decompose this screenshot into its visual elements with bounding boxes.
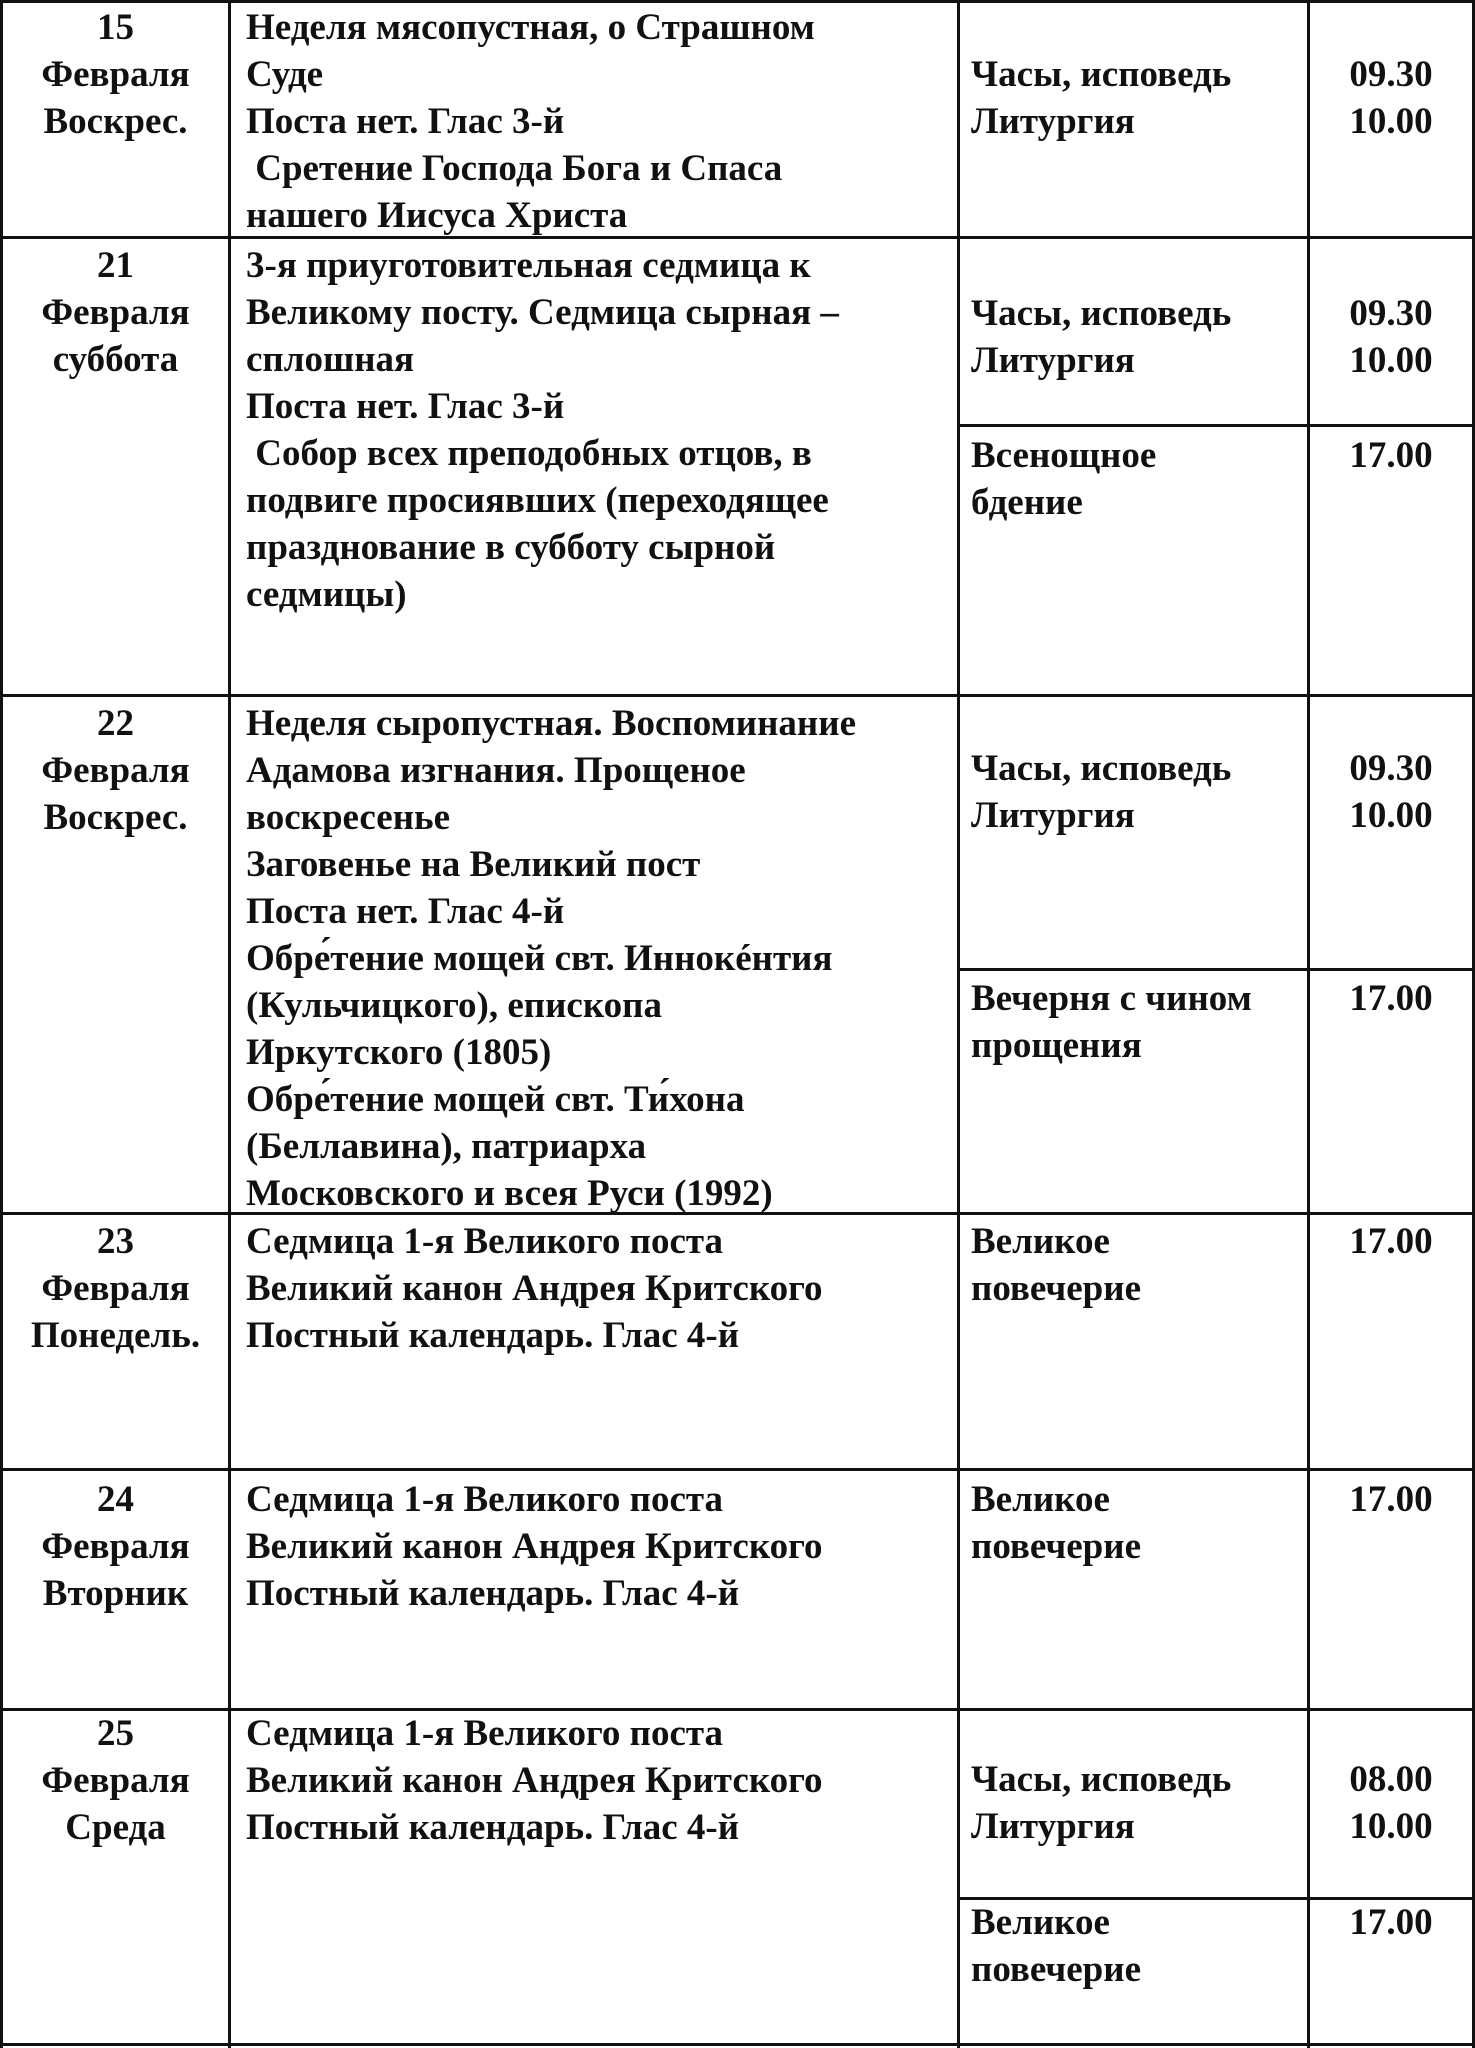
service-time-cell: 17.00 [1349,1902,1433,1943]
description-cell: Неделя сыропустная. Воспоминание Адамова изгнания. Прощеное воскресенье Заговенье на Великий пост Поста нет. Глас 4-й Обре́тение мощей свт. Иннокéнтия (Кульчицкого), епископа Иркутского (1805) Обре́тение мощей свт. Ти́хона (Беллавина), патриарха Московского и всея Руси (1992) [246,703,856,1214]
service-name-cell: Великое повечерие [971,1221,1141,1309]
date-cell: 15 Февраля Воскрес. [41,7,190,142]
description-cell: Седмица 1-я Великого поста Великий канон Андрея Критского Постный календарь. Глас 4-й [246,1221,823,1356]
description-cell: 3-я приуготовительная седмица к Великому посту. Седмица сырная – сплошная Поста нет. Глас 3-й Собор всех преподобных отцов, в подвиге просиявших (переходящее празднование в субботу сырной седмицы) [246,245,839,615]
service-time-cell: 09.30 10.00 [1349,293,1433,381]
date-cell: 22 Февраля Воскрес. [41,703,190,838]
service-name-cell: Часы, исповедь Литургия [971,748,1232,836]
grid-line-col1 [228,0,231,2048]
service-time-cell: 17.00 [1349,1221,1433,1262]
grid-line-row3-sub [957,968,1475,971]
service-time-cell: 09.30 10.00 [1349,54,1433,142]
grid-line-bottom [0,2043,1475,2046]
service-time-cell: 17.00 [1349,978,1433,1019]
service-time-cell: 17.00 [1349,435,1433,476]
service-name-cell: Часы, исповедь Литургия [971,54,1232,142]
grid-line-top [0,0,1475,3]
service-name-cell: Часы, исповедь Литургия [971,293,1232,381]
date-cell: 21 Февраля суббота [41,245,190,380]
service-time-cell: 17.00 [1349,1479,1433,1520]
grid-line-row2 [0,694,1475,697]
service-name-cell: Всенощное бдение [971,435,1157,523]
service-name-cell: Вечерня с чином прощения [971,978,1252,1066]
description-cell: Седмица 1-я Великого поста Великий канон Андрея Критского Постный календарь. Глас 4-й [246,1479,823,1614]
service-name-cell: Великое повечерие [971,1902,1141,1990]
date-cell: 24 Февраля Вторник [41,1479,190,1614]
description-cell: Неделя мясопустная, о Страшном Суде Поста нет. Глас 3-й Сретение Господа Бога и Спаса нашего Иисуса Христа [246,7,815,236]
date-cell: 23 Февраля Понедель. [30,1221,201,1356]
grid-line-col2 [957,0,960,2048]
description-cell: Седмица 1-я Великого поста Великий канон Андрея Критского Постный календарь. Глас 4-й [246,1713,823,1848]
service-time-cell: 08.00 10.00 [1349,1759,1433,1847]
grid-line-row2-sub [957,424,1475,427]
service-time-cell: 09.30 10.00 [1349,748,1433,836]
grid-line-row4 [0,1468,1475,1471]
date-cell: 25 Февраля Среда [41,1713,190,1848]
service-name-cell: Великое повечерие [971,1479,1141,1567]
service-name-cell: Часы, исповедь Литургия [971,1759,1232,1847]
